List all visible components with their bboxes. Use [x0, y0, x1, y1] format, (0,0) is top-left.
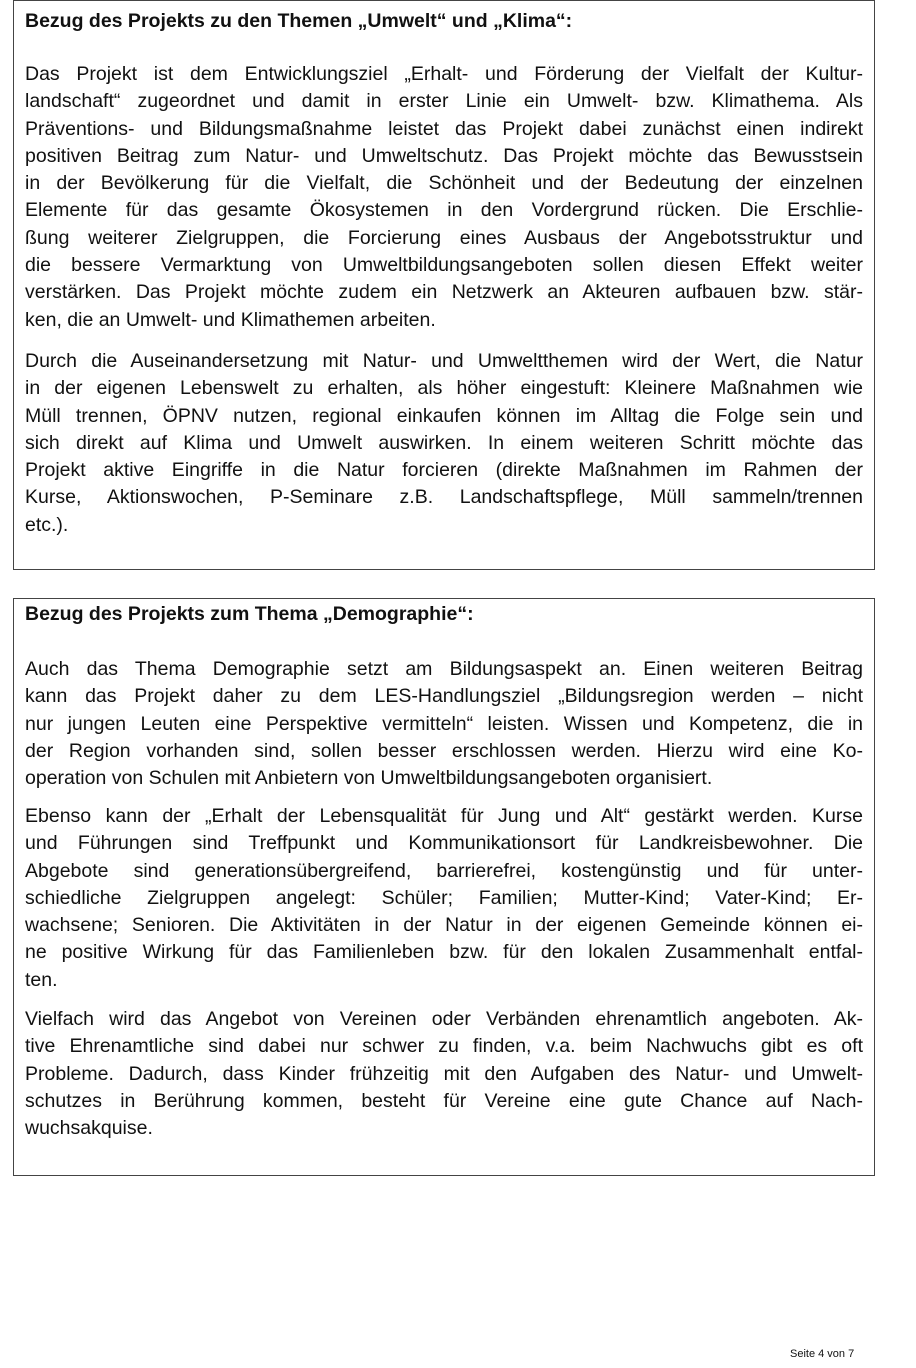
- text-line: operation von Schulen mit Anbietern von Umweltbildungsangeboten organisiert.: [25, 767, 713, 790]
- text-line: Projekt aktive Eingriffe in die Natur forcieren (direkte Maßnahmen im Rahmen der: [25, 459, 863, 482]
- paragraph: [25, 803, 863, 994]
- text-line: Das Projekt ist dem Entwicklungsziel „Erhalt- und Förderung der Vielfalt der Kultur-: [25, 63, 863, 85]
- text-line: wachsene; Senioren. Die Aktivitäten in der Natur in der eigenen Gemeinde können ei-: [25, 914, 863, 937]
- text-line: tive Ehrenamtliche sind dabei nur schwer zu finden, v.a. beim Nachwuchs gibt es oft: [25, 1035, 863, 1058]
- text-line: und Führungen sind Treffpunkt und Kommunikationsort für Landkreisbewohner. Die: [25, 832, 863, 855]
- text-line: verstärken. Das Projekt möchte zudem ein Netzwerk an Akteuren aufbauen bzw. stär-: [25, 281, 863, 304]
- section-heading: Bezug des Projekts zu den Themen „Umwelt“ und „Klima“:: [25, 10, 573, 32]
- text-line: schutzes in Berührung kommen, besteht für Vereine eine gute Chance auf Nach-: [25, 1089, 863, 1112]
- text-line: in der Bevölkerung für die Vielfalt, die Schönheit und der Bedeutung der einzelnen: [25, 172, 863, 195]
- text-line: Abgebote sind generationsübergreifend, barrierefrei, kostengünstig und für unter-: [25, 859, 863, 882]
- text-line: Auch das Thema Demographie setzt am Bildungsaspekt an. Einen weiteren Beitrag: [25, 658, 863, 680]
- text-line: wuchsakquise.: [25, 1117, 153, 1140]
- text-line: nur jungen Leuten eine Perspektive vermitteln“ leisten. Wissen und Kompetenz, die in: [25, 712, 863, 735]
- text-line: Müll trennen, ÖPNV nutzen, regional einkaufen können im Alltag die Folge sein und: [25, 404, 863, 427]
- text-line: Vielfach wird das Angebot von Vereinen oder Verbänden ehrenamtlich angeboten. Ak-: [25, 1008, 863, 1030]
- page-number: Seite 4 von 7: [790, 1348, 855, 1360]
- text-line: Probleme. Dadurch, dass Kinder frühzeitig mit den Aufgaben des Natur- und Umwelt-: [25, 1062, 863, 1085]
- text-line: Durch die Auseinandersetzung mit Natur- und Umweltthemen wird der Wert, die Natur: [25, 350, 863, 372]
- paragraph: [25, 348, 863, 539]
- text-line: in der eigenen Lebenswelt zu erhalten, als höher eingestuft: Kleinere Maßnahmen wie: [25, 377, 863, 400]
- text-line: Kurse, Aktionswochen, P-Seminare z.B. Landschaftspflege, Müll sammeln/trennen: [25, 486, 863, 509]
- text-line: kann das Projekt daher zu dem LES-Handlungsziel „Bildungsregion werden – nicht: [25, 685, 863, 708]
- text-line: ne positive Wirkung für das Familienleben bzw. für den lokalen Zusammenhalt entfal-: [25, 941, 863, 964]
- text-line: ken, die an Umwelt- und Klimathemen arbeiten.: [25, 308, 436, 331]
- section-umwelt-klima: [13, 0, 875, 570]
- text-line: ßung weiterer Zielgruppen, die Forcierung eines Ausbaus der Angebotsstruktur und: [25, 226, 863, 249]
- text-line: landschaft“ zugeordnet und damit in erster Linie ein Umwelt- bzw. Klimathema. Als: [25, 90, 863, 113]
- text-line: die bessere Vermarktung von Umweltbildungsangeboten sollen diesen Effekt weiter: [25, 254, 863, 277]
- text-line: schiedliche Zielgruppen angelegt: Schüler; Familien; Mutter-Kind; Vater-Kind; Er-: [25, 886, 863, 909]
- text-line: etc.).: [25, 513, 69, 536]
- section-heading: Bezug des Projekts zum Thema „Demographie“:: [25, 603, 474, 625]
- text-line: sich direkt auf Klima und Umwelt auswirken. In einem weiteren Schritt möchte das: [25, 431, 863, 454]
- text-line: Präventions- und Bildungsmaßnahme leistet das Projekt dabei zunächst einen indirekt: [25, 117, 863, 140]
- text-line: positiven Beitrag zum Natur- und Umweltschutz. Das Projekt möchte das Bewusstsein: [25, 144, 863, 167]
- text-line: Ebenso kann der „Erhalt der Lebensqualität für Jung und Alt“ gestärkt werden. Kurse: [25, 805, 863, 827]
- text-line: der Region vorhanden sind, sollen besser erschlossen werden. Hierzu wird eine Ko-: [25, 739, 863, 762]
- paragraph: [25, 656, 863, 792]
- paragraph: [25, 1006, 863, 1142]
- text-line: ten.: [25, 968, 58, 991]
- paragraph: [25, 61, 863, 334]
- section-demographie: [13, 598, 875, 1176]
- text-line: Elemente für das gesamte Ökosystemen in den Vordergrund rücken. Die Erschlie-: [25, 199, 863, 222]
